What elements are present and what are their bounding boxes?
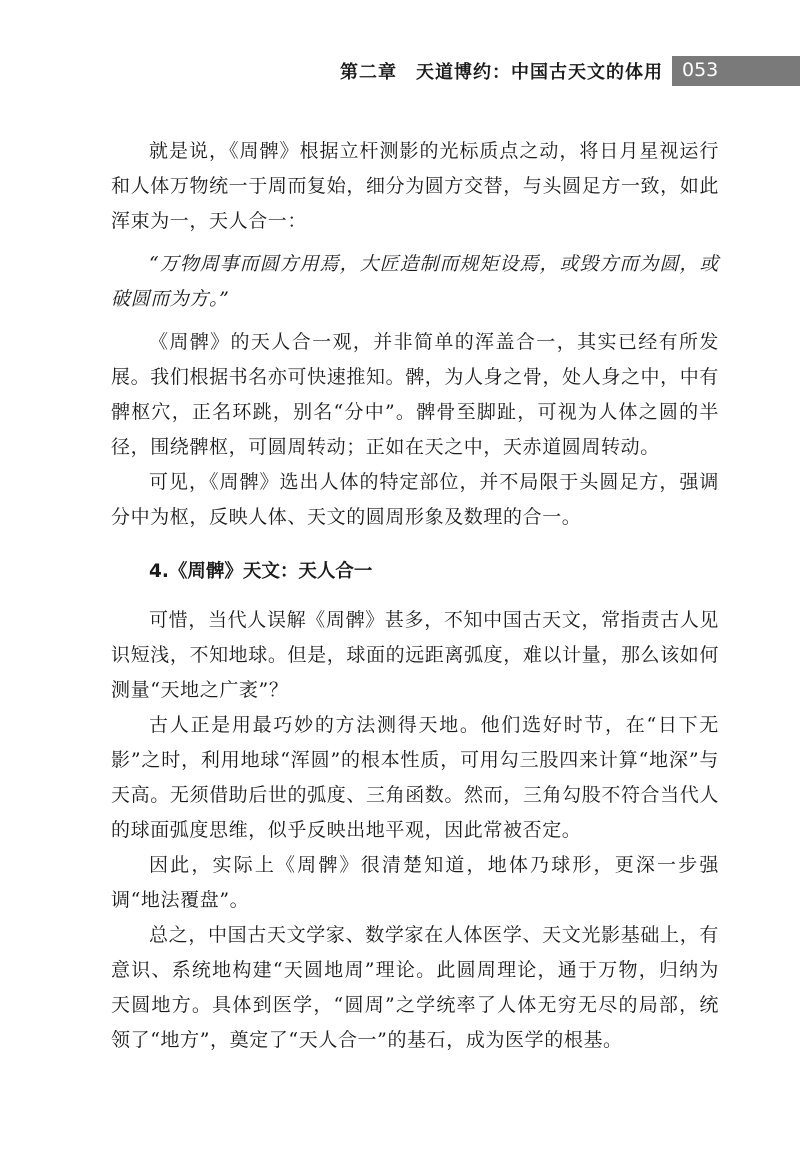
page-number-box	[672, 56, 800, 86]
paragraph-7: 总之，中国古天文学家、数学家在人体医学、天文光影基础上，有意识、系统地构建“天圆地周”理论。此圆周理论，通于万物，归纳为天圆地方。具体到医学，“圆周”之学统率了人体无穷无尽的局部，统领了“地方”，奠定了“天人合一”的基石，成为医学的根基。	[111, 924, 719, 1051]
paragraph-1: 就是说，《周髀》根据立杆测影的光标质点之动，将日月星视运行和人体万物统一于周而复始，细分为圆方交替，与头圆足方一致，如此浑束为一，天人合一：	[111, 140, 719, 232]
chapter-title: 第二章 天道博约：中国古天文的体用	[340, 62, 663, 83]
quotation: “万物周事而圆方用焉，大匠造制而规矩设焉，或毁方而为圆，或破圆而为方。”	[111, 253, 719, 310]
section-heading: 4.《周髀》天文：天人合一	[149, 561, 373, 582]
paragraph-4: 可惜，当代人误解《周髀》甚多，不知中国古天文，常指责古人见识短浅，不知地球。但是，球面的远距离弧度，难以计量，那么该如何测量“天地之广袤”？	[111, 609, 719, 701]
paragraph-5: 古人正是用最巧妙的方法测得天地。他们选好时节，在“日下无影”之时，利用地球“浑圆”的根本性质，可用勾三股四来计算“地深”与天高。无须借助后世的弧度、三角函数。然而，三角勾股不符合当代人的球面弧度思维，似乎反映出地平观，因此常被否定。	[111, 714, 719, 841]
paragraph-3: 可见，《周髀》选出人体的特定部位，并不局限于头圆足方，强调分中为枢，反映人体、天文的圆周形象及数理的合一。	[111, 471, 719, 528]
paragraph-6: 因此，实际上《周髀》很清楚知道，地体乃球形，更深一步强调“地法覆盘”。	[111, 854, 719, 911]
page-number: 053	[682, 59, 719, 81]
page-header	[0, 56, 800, 86]
page-body	[111, 134, 719, 1058]
paragraph-2: 《周髀》的天人合一观，并非简单的浑盖合一，其实已经有所发展。我们根据书名亦可快速推知。髀，为人身之骨，处人身之中，中有髀枢穴，正名环跳，别名“分中”。髀骨至脚趾，可视为人体之圆的半径，围绕髀枢，可圆周转动；正如在天之中，天赤道圆周转动。	[111, 331, 719, 458]
